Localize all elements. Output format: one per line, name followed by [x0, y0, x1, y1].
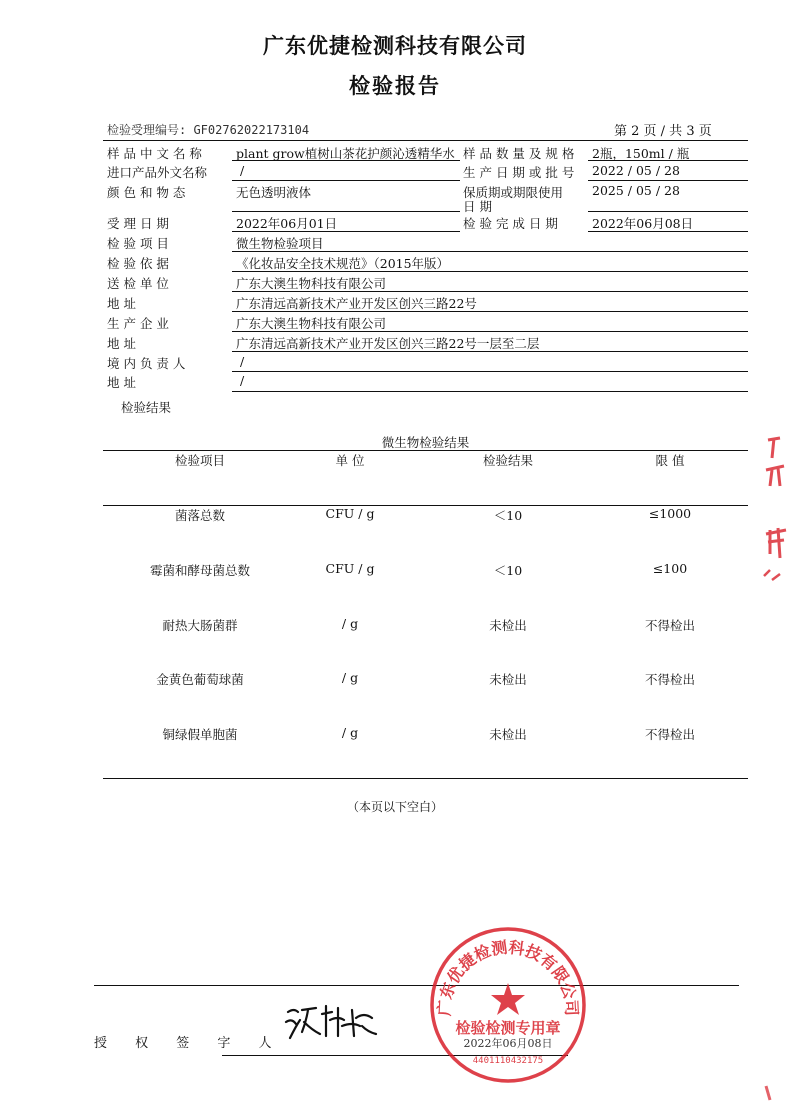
- label-foreign-name: 进口产品外文名称: [107, 165, 208, 180]
- result-limit: ≤1000: [648, 506, 692, 521]
- value-quantity-spec: 2瓶，150ml / 瓶: [592, 146, 690, 161]
- value-manufacturer: 广东大澳生物科技有限公司: [236, 316, 387, 331]
- row-underline: [232, 331, 748, 332]
- value-complete-date: 2022年06月08日: [592, 216, 694, 231]
- row-underline: [232, 180, 460, 181]
- label-submitter: 送 检 单 位: [107, 276, 169, 291]
- result-item: 铜绿假单胞菌: [162, 727, 238, 742]
- label-color-state: 颜 色 和 物 态: [107, 185, 186, 200]
- results-bottom-border: [103, 778, 748, 779]
- signature-image: [282, 1000, 382, 1040]
- result-limit: 不得检出: [644, 727, 695, 742]
- col-header-unit: 单 位: [335, 453, 365, 468]
- signature-area-top-line: [94, 985, 739, 986]
- row-underline: [232, 391, 748, 392]
- row-underline: [588, 231, 748, 232]
- stamp-company-text: 广东优捷检测科技有限公司: [434, 937, 582, 1017]
- cross-page-seal-fragment: [760, 430, 790, 590]
- result-limit: 不得检出: [644, 618, 695, 633]
- row-underline: [232, 351, 748, 352]
- label-receive-date: 受 理 日 期: [107, 216, 169, 231]
- col-header-result: 检验结果: [482, 453, 533, 468]
- row-underline: [232, 271, 748, 272]
- row-underline: [232, 371, 748, 372]
- cross-page-seal-fragment-bottom: [760, 1080, 790, 1110]
- result-unit: / g: [341, 616, 359, 631]
- page-indicator: 第 2 页 / 共 3 页: [614, 124, 712, 139]
- value-sample-cn-name: plant grow植树山茶花护颜沁透精华水: [236, 146, 455, 161]
- row-underline: [588, 160, 748, 161]
- result-unit: CFU / g: [325, 561, 375, 576]
- row-underline: [588, 180, 748, 181]
- row-underline: [232, 251, 748, 252]
- label-domestic-responsible: 境 内 负 责 人: [107, 356, 186, 371]
- label-quantity-spec: 样 品 数 量 及 规 格: [463, 146, 575, 161]
- label-submitter-address: 地 址: [107, 296, 136, 311]
- col-header-limit: 限 值: [655, 453, 685, 468]
- result-limit: ≤100: [652, 561, 688, 576]
- label-test-basis: 检 验 依 据: [107, 256, 169, 271]
- row-underline: [232, 311, 748, 312]
- label-expiry: 保质期或期限使用: [463, 185, 564, 200]
- row-underline: [588, 211, 748, 212]
- receipt-number: 检验受理编号: GF02762022173104: [107, 123, 310, 137]
- table-top-border: [103, 140, 748, 141]
- results-table-title: 微生物检验结果: [381, 435, 470, 450]
- label-manufacturer: 生 产 企 业: [107, 316, 169, 331]
- result-unit: / g: [341, 670, 359, 685]
- value-domestic-responsible: /: [240, 354, 245, 369]
- result-value: 未检出: [489, 618, 527, 633]
- company-name: 广东优捷检测科技有限公司: [263, 33, 527, 58]
- result-unit: CFU / g: [325, 506, 375, 521]
- row-underline: [232, 160, 460, 161]
- result-limit: 不得检出: [644, 672, 695, 687]
- result-item: 菌落总数: [174, 508, 225, 523]
- stamp-sub-text: 检验检测专用章: [455, 1019, 561, 1037]
- result-item: 金黄色葡萄球菌: [156, 672, 244, 687]
- authorized-signer-label: 授 权 签 字 人: [94, 1036, 284, 1051]
- value-test-basis: 《化妆品安全技术规范》（2015年版）: [236, 256, 450, 271]
- value-submitter-address: 广东清远高新技术产业开发区创兴三路22号: [236, 296, 477, 311]
- result-value: ＜10: [493, 563, 523, 578]
- result-value: ＜10: [493, 508, 523, 523]
- value-receive-date: 2022年06月01日: [236, 216, 338, 231]
- official-stamp: [428, 925, 588, 1085]
- col-header-item: 检验项目: [174, 453, 225, 468]
- label-responsible-address: 地 址: [107, 375, 136, 390]
- row-underline: [232, 231, 460, 232]
- label-expiry-date: 日 期: [463, 199, 492, 214]
- result-value: 未检出: [489, 672, 527, 687]
- label-test-item: 检 验 项 目: [107, 236, 169, 251]
- blank-below-note: （本页以下空白）: [346, 800, 443, 814]
- label-production-date: 生 产 日 期 或 批 号: [463, 165, 575, 180]
- value-manufacturer-address: 广东清远高新技术产业开发区创兴三路22号一层至二层: [236, 336, 540, 351]
- value-expiry: 2025 / 05 / 28: [592, 183, 680, 198]
- result-value: 未检出: [489, 727, 527, 742]
- result-item: 耐热大肠菌群: [162, 618, 238, 633]
- stamp-number: 4401110432175: [472, 1056, 544, 1066]
- value-submitter: 广东大澳生物科技有限公司: [236, 276, 387, 291]
- label-sample-cn-name: 样 品 中 文 名 称: [107, 146, 202, 161]
- label-manufacturer-address: 地 址: [107, 336, 136, 351]
- value-responsible-address: /: [240, 373, 245, 388]
- stamp-date: 2022年06月08日: [463, 1037, 553, 1050]
- value-color-state: 无色透明液体: [236, 185, 312, 200]
- results-section-label: 检验结果: [121, 400, 172, 415]
- report-title: 检验报告: [349, 73, 441, 98]
- value-foreign-name: /: [240, 163, 245, 178]
- row-underline: [232, 211, 460, 212]
- result-item: 霉菌和酵母菌总数: [149, 563, 250, 578]
- stamp-star-icon: [491, 983, 525, 1015]
- row-underline: [232, 291, 748, 292]
- label-complete-date: 检 验 完 成 日 期: [463, 216, 558, 231]
- value-test-item: 微生物检验项目: [236, 236, 324, 251]
- value-production-date: 2022 / 05 / 28: [592, 163, 680, 178]
- result-unit: / g: [341, 725, 359, 740]
